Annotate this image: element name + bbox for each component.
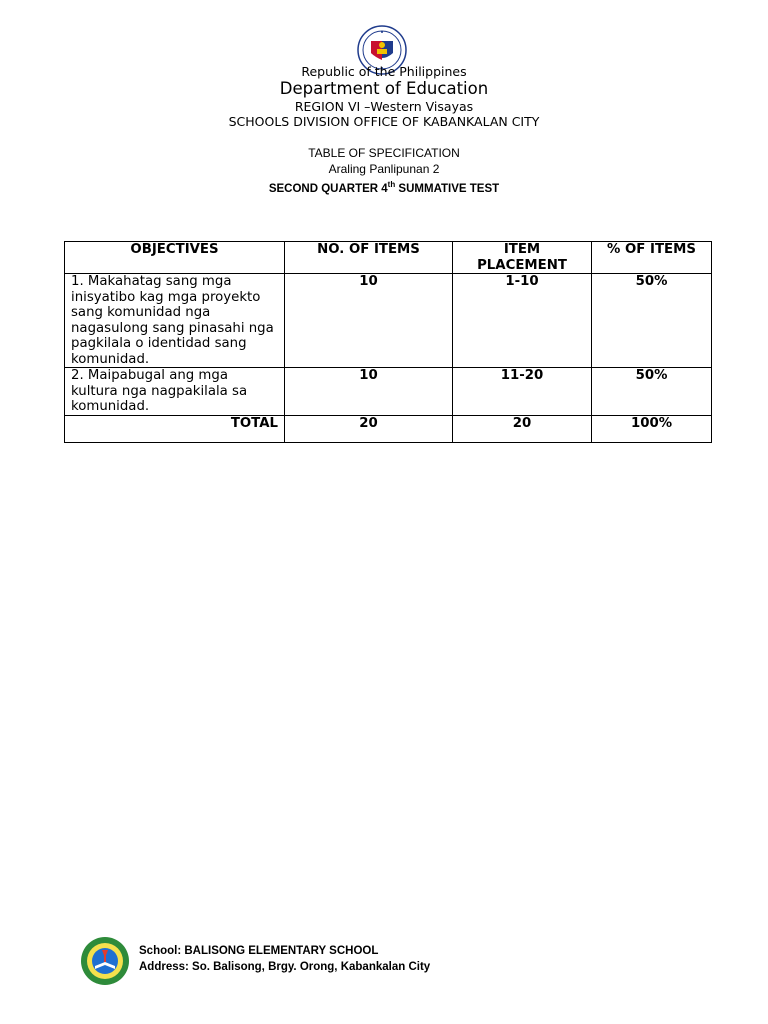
total-percent: 100%	[592, 415, 712, 442]
table-row	[65, 368, 712, 416]
test-title-pre: SECOND QUARTER 4	[268, 182, 388, 195]
republic-label: Republic of the Philippines	[301, 64, 467, 79]
school-info	[139, 943, 430, 975]
specification-table	[64, 241, 712, 443]
table-total-row	[65, 415, 712, 442]
division-label: SCHOOLS DIVISION OFFICE OF KABANKALAN CITY	[228, 114, 540, 129]
placement-cell: 1-10	[453, 274, 592, 368]
percent-cell: 50%	[592, 274, 712, 368]
test-title-sup: th	[387, 180, 396, 189]
school-name: School: BALISONG ELEMENTARY SCHOOL	[139, 945, 379, 957]
school-address: Address: So. Balisong, Brgy. Orong, Kabankalan City	[139, 961, 431, 973]
col-no-of-items: NO. OF ITEMS	[285, 242, 453, 274]
objective-cell: 1. Makahatag sang mga inisyatibo kag mga proyekto sang komunidad nga nagasulong sang pinasahi nga pagkilala o identidad sang komunidad.	[65, 274, 285, 368]
col-item-placement: ITEM PLACEMENT	[453, 242, 592, 274]
test-title	[0, 180, 768, 195]
items-cell: 10	[285, 368, 453, 416]
table-header-row	[65, 242, 712, 274]
table-row	[65, 274, 712, 368]
percent-cell: 50%	[592, 368, 712, 416]
test-title-post: SUMMATIVE TEST	[395, 182, 500, 195]
total-items: 20	[285, 415, 453, 442]
placement-cell: 11-20	[453, 368, 592, 416]
items-cell: 10	[285, 274, 453, 368]
region-label: REGION VI –Western Visayas	[294, 99, 474, 114]
col-objectives: OBJECTIVES	[65, 242, 285, 274]
school-logo-icon	[80, 936, 130, 986]
total-label: TOTAL	[65, 415, 285, 442]
subject-label: Araling Panlipunan 2	[328, 162, 440, 176]
department-title: Department of Education	[279, 79, 489, 98]
total-placement: 20	[453, 415, 592, 442]
col-percent-items: % OF ITEMS	[592, 242, 712, 274]
document-type: TABLE OF SPECIFICATION	[308, 146, 460, 160]
objective-cell: 2. Maipabugal ang mga kultura nga nagpakilala sa komunidad.	[65, 368, 285, 416]
